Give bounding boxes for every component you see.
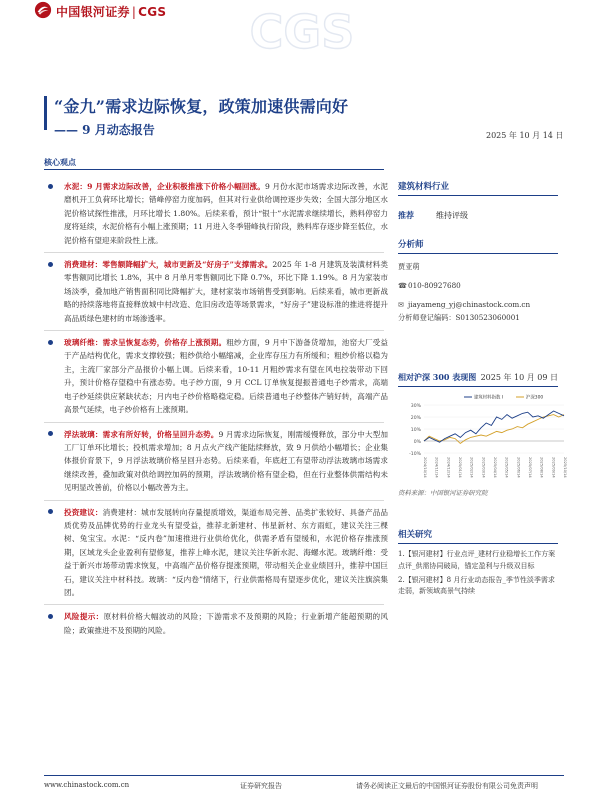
rating-value: 维持评级 xyxy=(436,211,468,220)
sidebar-divider xyxy=(398,195,558,196)
sidebar-divider xyxy=(398,253,558,254)
rating-row xyxy=(398,210,558,221)
paragraph-investment-advice: 投资建议：消费建材：城市发展转向存量提质增效，渠道布局完善、品类扩张较好、具备产品品质优势及品牌优势的行业龙头有望受益，推荐北新建材、伟星新材、东方雨虹，建议关注三棵树、兔宝宝。水泥：“反内卷”加速推进行业供给优化，供需矛盾有望缓和，水泥价格存推涨预期，区域龙头企业盈利有望修复，推荐上峰水泥，建议关注华新水泥、海螺水泥。玻璃纤维：受益于新兴市场带动需求恢复，中高端产品价格存提涨预期，带动相关企业业绩回升，推荐中国巨石，建议关注中材科技。玻璃：“反内卷”情绪下，行业供需格局有望逐步优化，建议关注旗滨集团。 xyxy=(44,506,388,600)
y-tick-label: 0% xyxy=(413,440,421,445)
analyst-phone: ☎010-80927680 xyxy=(398,281,461,290)
related-block xyxy=(398,528,558,598)
series-line-materials xyxy=(424,411,564,442)
x-tick-label: 2024/10/14 xyxy=(423,457,427,478)
paragraph-glass-fiber: 玻璃纤维：需求呈恢复态势，价格存上涨预期。粗纱方面，9 月中下游备货增加，池窑大厂受益于产品结构优化，需求支撑较强；粗纱供给小幅缩减，企业库存压力有所缓和；粗纱价格以稳为主，主流厂家部分产品报价小幅上调。后续来看，10-11 月粗纱需求有望在风电拉装带动下回升，预计价格存望稳中有涨态势。电子纱方面，9 月 CCL 订单恢复提振普通电子纱需求，高端电子纱延续供应紧缺状态；月内电子纱价格略稳定稳。后续普通电子纱整体产销好转，高端产品高景气延续，电子纱价格有上涨预期。 xyxy=(44,336,388,416)
x-tick-label: 2025/04/14 xyxy=(493,457,497,478)
chart-title-row xyxy=(398,372,558,383)
bullet-icon xyxy=(48,184,53,189)
paragraph-divider xyxy=(44,500,384,501)
bullet-icon xyxy=(48,614,53,619)
y-tick-label: 30% xyxy=(410,404,421,409)
x-tick-label: 2025/06/14 xyxy=(516,457,521,478)
bullet-icon xyxy=(48,509,53,514)
cgs-watermark xyxy=(249,0,355,59)
x-tick-label: 2024/11/14 xyxy=(434,457,439,478)
chart-date: 2025 年 10 月 09 日 xyxy=(480,373,558,382)
paragraph-float-glass: 浮法玻璃：需求有所好转，价格呈回升态势。9 月需求边际恢复，刚需缓慢释放，部分中大型加工厂订单环比增长；投机需求增加；8 月点火产线产能陆续释放，致 9 月供给小幅增长；企业集体报价育景下，9 月浮法玻璃价格呈回升态势。后续来看，年底赶工有望带动浮法玻璃市场需求继续改善，叠加政策对供给调控加码的预期，浮法玻璃价格有望企稳，但在行业整体供需结构未见明显改善前，价格以小幅改善为主。 xyxy=(44,428,388,495)
report-date: 2025 年 10 月 14 日 xyxy=(486,131,564,140)
y-tick-label: 20% xyxy=(410,416,421,421)
title-accent-bar xyxy=(44,96,47,130)
x-tick-label: 2024/12/14 xyxy=(446,457,451,478)
x-tick-label: 2025/05/14 xyxy=(504,457,509,478)
bullet-icon xyxy=(48,340,53,345)
x-tick-label: 2025/01/14 xyxy=(458,457,462,478)
analyst-name: 贾亚萌 xyxy=(398,262,420,271)
paragraph-cement: 水泥：9 月需求边际改善，企业积极推涨下价格小幅回涨。9 月份水泥市场需求边际改善，水泥磨机开工负荷环比增长；错峰停窑力度加码，但其对行业供给调控逐步失效；全国大部分地区水泥价格试探性推涨，月环比增长 1.80%。后续来看，预计“银十”水泥需求继续增长，熟料停窑力度将延续，水泥价格有小幅上涨预期；11 月进入冬季错峰执行阶段，熟料库存逐步降至低位，水泥价格有望迎来阶段性上涨。 xyxy=(44,180,388,247)
relative-performance-chart xyxy=(398,391,568,481)
chart-block xyxy=(398,372,567,497)
paragraph-consumer-materials: 消费建材：零售额降幅扩大，城市更新及“好房子”支撑需求。2025 年 1-8 月建筑及装潢材料类零售额同比增长 1.8%，其中 8 月单月零售额同比下降 0.7%，环比下降 1.19%。8 月为家装市场淡季，叠加地产销售面积同比降幅扩大，建材家装市场销售受到影响。后续来看，城市更新战略的持续落地将直接释放城中村改造、危旧房改造等场景需求，“好房子”建设标准的推进将提升高品质绿色建材的市场渗透率。 xyxy=(44,258,388,325)
analyst-info xyxy=(398,260,558,324)
paragraph-divider xyxy=(44,252,384,253)
cgs-logo-icon xyxy=(34,1,52,19)
x-tick-label: 2025/10/14 xyxy=(563,457,567,478)
footer-website[interactable]: www.chinastock.com.cn xyxy=(44,781,130,789)
related-heading: 相关研究 xyxy=(398,530,433,540)
legend-label: 建筑材料指数 I xyxy=(474,395,504,401)
bullet-icon xyxy=(48,431,53,436)
analyst-heading: 分析师 xyxy=(398,240,424,250)
analyst-cert: 分析师登记编码：S0130523060001 xyxy=(398,313,520,322)
svg-text:CGS: CGS xyxy=(249,5,355,59)
email-icon: ✉ xyxy=(398,300,405,309)
core-views-heading: 核心观点 xyxy=(44,157,76,167)
industry-heading: 建筑材料行业 xyxy=(398,182,450,192)
report-title: “金九”需求边际恢复，政策加速供需向好 xyxy=(54,97,349,116)
paragraph-divider xyxy=(44,604,384,605)
sidebar-divider xyxy=(398,543,558,544)
x-tick-label: 2025/03/14 xyxy=(481,457,486,478)
paragraph-risk: 风险提示：原材料价格大幅波动的风险；下游需求不及预期的风险；行业新增产能超预期的风险；政策推进不及预期的风险。 xyxy=(44,610,388,637)
report-subtitle: —— 9 月动态报告 xyxy=(54,123,155,137)
legend-label: 沪深300 xyxy=(526,395,544,401)
brand-logo-text: 中国银河证券 | CGS xyxy=(56,5,167,19)
phone-icon: ☎ xyxy=(398,281,407,290)
main-column xyxy=(44,180,388,637)
x-tick-label: 2025/02/14 xyxy=(469,457,474,478)
analyst-email[interactable]: ✉ jiayameng_yj@chinastock.com.cn xyxy=(398,300,531,309)
core-views-divider xyxy=(44,169,384,170)
y-tick-label: 10% xyxy=(410,428,421,433)
footer-center: 证券研究报告 xyxy=(240,782,282,790)
page-header xyxy=(0,0,600,59)
related-item[interactable]: 1.【银河建材】行业点评_建材行业稳增长工作方案点评_供需协同破局，锚定盈利与升级双目标 xyxy=(398,550,556,570)
footer-disclaimer: 请务必阅读正文最后的中国银河证券股份有限公司免责声明 xyxy=(356,782,538,790)
x-tick-label: 2025/08/14 xyxy=(539,457,544,478)
industry-block xyxy=(398,180,558,221)
x-tick-label: 2025/09/14 xyxy=(551,457,556,478)
x-tick-label: 2025/07/14 xyxy=(528,457,532,478)
related-item[interactable]: 2.【银河建材】8 月行业动态报告_季节性淡季需求走弱，新领域高景气持续 xyxy=(398,575,555,596)
rating-label: 推荐 xyxy=(398,210,414,220)
paragraph-divider xyxy=(44,330,384,331)
analyst-block xyxy=(398,238,558,324)
sidebar-divider xyxy=(398,386,558,387)
chart-source: 资料来源：中国银河证券研究院 xyxy=(398,489,488,497)
footer-divider xyxy=(44,775,564,776)
chart-heading: 相对沪深 300 表现图 xyxy=(398,372,477,382)
paragraph-divider xyxy=(44,422,384,423)
bullet-icon xyxy=(48,262,53,267)
y-tick-label: -10% xyxy=(409,452,421,457)
